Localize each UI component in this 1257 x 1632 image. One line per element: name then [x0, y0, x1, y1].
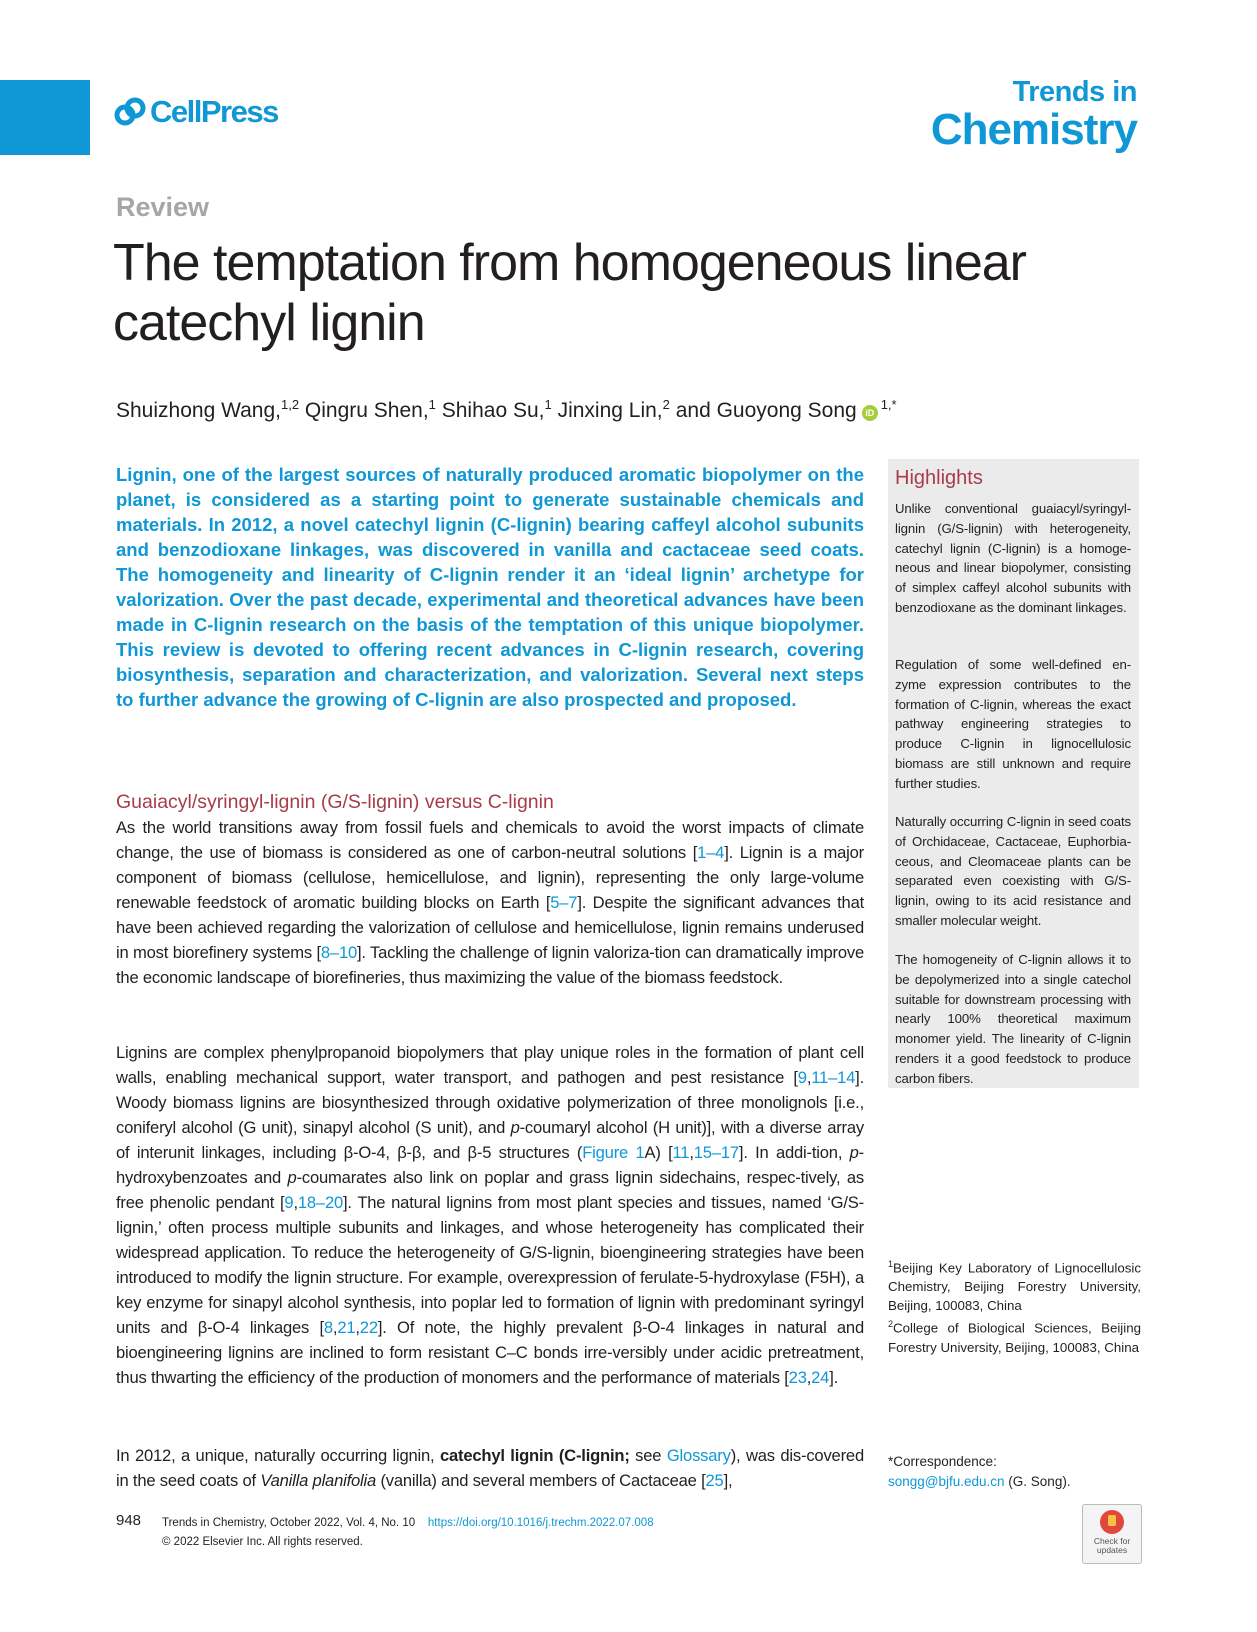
highlight-item: Unlike conventional guaiacyl/syringyl-lignin (G/S-lignin) with heterogeneity, catechyl lignin (C-lignin) is a homoge-neous and linear biopolymer, consisting of simplex caffeyl alcohol subunits with benzodioxane as the dominant linkages. — [895, 501, 1131, 615]
text: (vanilla) and several members of Cactaceae [ — [376, 1471, 706, 1490]
text: , — [689, 1143, 694, 1162]
reference-link[interactable]: 18–20 — [297, 1193, 344, 1212]
author-affil: 1,2 — [281, 397, 300, 412]
article-title: The temptation from homogeneous linear catechyl lignin — [113, 234, 1026, 352]
brand-color-block — [0, 80, 90, 155]
glossary-term: catechyl lignin (C-lignin; — [439, 1446, 630, 1465]
reference-link[interactable]: 23 — [788, 1368, 807, 1387]
citation-text: Trends in Chemistry, October 2022, Vol. 4, No. 10 — [162, 1517, 416, 1529]
italic-text: p — [510, 1118, 520, 1137]
author-name: Jinxing Lin, — [557, 399, 663, 422]
body-paragraph-2 — [116, 1040, 864, 1390]
reference-link[interactable]: 11–14 — [811, 1068, 856, 1087]
page-number: 948 — [116, 1512, 142, 1529]
text: ]. Lignin is a major component of biomass (cellulose, hemicellulose, and lignin), representing the only large-volume renewable feedstock of aromatic building blocks on Earth [ — [116, 843, 864, 912]
author-name: Shihao Su, — [441, 399, 545, 422]
section-heading: Guaiacyl/syringyl-lignin (G/S-lignin) versus C-lignin — [116, 791, 554, 813]
text: , — [806, 1368, 812, 1387]
text: In 2012, a unique, naturally occurring lignin, — [116, 1446, 440, 1465]
author-affil: 1,* — [880, 397, 897, 412]
figure-link[interactable]: Figure 1 — [582, 1143, 645, 1162]
orcid-icon[interactable]: iD — [862, 405, 878, 421]
reference-link[interactable]: 8–10 — [320, 943, 358, 962]
author-list — [116, 397, 897, 423]
text: , — [355, 1318, 360, 1337]
glossary-link[interactable]: Glossary — [666, 1446, 731, 1465]
journal-title-line1: Trends in — [1012, 76, 1137, 108]
text: -hydroxybenzoates and — [116, 1143, 864, 1187]
text: ]. The natural lignins from most plant species and tissues, named ‘G/S-lignin,’ often process multiple subunits and linkages, and whose heterogeneity has complicated their widespread application. To reduce the heterogeneity of G/S-lignin, bioengineering strategies have been introduced to modify the lignin structure. For example, overexpression of ferulate-5-hydroxylase (F5H), a key enzyme for sinapyl alcohol synthesis, into poplar led to formation of lignin with predominant syringyl units and β-O-4 linkages [ — [116, 1193, 864, 1337]
text: -coumaryl alcohol (H unit)], with a diverse array of interunit linkages, including β-O-4, β-β, and β-5 structures ( — [116, 1118, 864, 1162]
highlight-item: Regulation of some well-defined en-zyme expression contributes to the formation of C-lignin, whereas the exact pathway engineering strategies to produce C-lignin in lignocellulosic biomass are still unknown and require further studies. — [895, 657, 1131, 791]
affiliations — [888, 1255, 1141, 1357]
correspondence-email-link[interactable]: songg@bjfu.edu.cn — [888, 1474, 1005, 1489]
affil-marker: 2 — [888, 1319, 894, 1330]
body-paragraph-3 — [116, 1443, 864, 1493]
reference-link[interactable]: 8 — [323, 1318, 333, 1337]
text: see — [629, 1446, 667, 1465]
author-affil: 2 — [662, 397, 670, 412]
publisher-name: CellPress — [150, 94, 278, 129]
reference-link[interactable]: 24 — [811, 1368, 830, 1387]
text: , — [332, 1318, 338, 1337]
affil-marker: 1 — [888, 1259, 894, 1269]
text: As the world transitions away from fossil fuels and chemicals to avoid the worst impacts of climate change, the use of biomass is considered as one of carbon-neutral solutions [ — [116, 818, 864, 862]
reference-link[interactable]: 1–4 — [697, 843, 725, 862]
highlight-item: The homogeneity of C-lignin allows it to be depolymerized into a single catechol suitable for downstream processing with nearly 100% theoretical maximum monomer yield. The linearity of C-lignin renders it a good feedstock to produce carbon fibers. — [895, 952, 1131, 1086]
abstract: Lignin, one of the largest sources of naturally produced aromatic biopolymer on the planet, is considered as a starting point to generate sustainable chemicals and materials. In 2012, a novel catechyl lignin (C-lignin) bearing caffeyl alcohol subunits and benzodioxane linkages, was discovered in vanilla and cactaceae seed coats. The homogeneity and linearity of C-lignin render it an ‘ideal lignin’ archetype for valorization. Over the past decade, experimental and theoretical advances have been made in C-lignin research on the basis of the temptation of this unique biopolymer. This review is devoted to offering recent advances in C-lignin research, covering biosynthesis, separation and characterization, and valorization. Several next steps to further advance the growing of C-lignin are also prospected and proposed. — [116, 464, 864, 710]
check-updates-line2: updates — [1096, 1545, 1128, 1555]
author-name: and Guoyong Song — [675, 399, 857, 422]
highlights-title: Highlights — [895, 467, 983, 489]
body-paragraph-1 — [116, 815, 864, 990]
bookmark-icon — [1100, 1510, 1124, 1534]
reference-link[interactable]: 22 — [359, 1318, 378, 1337]
author-name: Qingru Shen, — [304, 399, 429, 422]
author-affil: 1 — [544, 397, 552, 412]
author-affil: 1 — [428, 397, 436, 412]
reference-link[interactable]: 15–17 — [693, 1143, 739, 1162]
text: ]. In addi-tion, — [738, 1143, 850, 1162]
reference-link[interactable]: 9 — [284, 1193, 294, 1212]
doi-link[interactable]: https://doi.org/10.1016/j.trechm.2022.07.008 — [427, 1517, 654, 1529]
text: ]. — [829, 1368, 839, 1387]
text: , — [293, 1193, 298, 1212]
cellpress-link-icon — [113, 97, 147, 127]
affiliation-text: College of Biological Sciences, Beijing Forestry University, Beijing, 100083, China — [888, 1320, 1141, 1355]
text: A) [ — [644, 1143, 673, 1162]
italic-text: p — [287, 1168, 297, 1187]
text: ]. Tackling the challenge of lignin valoriza-tion can dramatically improve the economic landscape of biorefineries, thus maximizing the value of the biomass feedstock. — [116, 943, 865, 987]
journal-title-line2: Chemistry — [930, 105, 1137, 154]
correspondence — [888, 1452, 1071, 1492]
highlights-box — [888, 459, 1139, 1088]
text: ]. Woody biomass lignins are biosynthesized through oxidative polymerization of three monolignols [i.e., coniferyl alcohol (G unit), sinapyl alcohol (S unit), and — [116, 1068, 864, 1137]
cellpress-logo[interactable] — [113, 94, 278, 130]
highlight-item: Naturally occurring C-lignin in seed coats of Orchidaceae, Cactaceae, Euphorbia-ceous, and Cleomaceae plants can be separated even coexisting with G/S-lignin, owing to its acid resistance and smaller molecular weight. — [895, 814, 1131, 928]
correspondence-name: (G. Song). — [1004, 1474, 1071, 1489]
copyright: © 2022 Elsevier Inc. All rights reserved. — [162, 1536, 363, 1548]
text: , — [806, 1068, 812, 1087]
reference-link[interactable]: 11 — [672, 1143, 690, 1162]
reference-link[interactable]: 25 — [705, 1471, 724, 1490]
reference-link[interactable]: 21 — [337, 1318, 356, 1337]
check-for-updates-button[interactable] — [1082, 1504, 1142, 1564]
text: ]. Despite the significant advances that have been achieved regarding the valorization of cellulose and hemicellulose, lignin remains underused in most biorefinery systems [ — [116, 893, 865, 962]
italic-text: p — [849, 1143, 859, 1162]
check-updates-line1: Check for — [1093, 1536, 1131, 1546]
text: ], — [723, 1471, 733, 1490]
italic-text: Vanilla planifolia — [260, 1471, 377, 1490]
text: Lignins are complex phenylpropanoid biopolymers that play unique roles in the formation of plant cell walls, enabling mechanical support, water transport, and pathogen and pest resistance [ — [116, 1043, 864, 1087]
reference-link[interactable]: 5–7 — [550, 893, 578, 912]
journal-title — [931, 77, 1137, 153]
text: ), was dis-covered in the seed coats of — [116, 1446, 864, 1490]
author-name: Shuizhong Wang, — [116, 399, 281, 422]
text: -coumarates also link on poplar and grass lignin sidechains, respec-tively, as free phenolic pendant [ — [116, 1168, 864, 1212]
affiliation-text: Beijing Key Laboratory of Lignocellulosic Chemistry, Beijing Forestry University, Beijing, 100083, China — [888, 1260, 1141, 1314]
footer-citation — [162, 1514, 654, 1552]
reference-link[interactable]: 9 — [797, 1068, 807, 1087]
article-type: Review — [116, 192, 210, 222]
text: ]. Of note, the highly prevalent β-O-4 linkages in natural and bioengineering lignins are inclined to form resistant C–C bonds irre-versibly under acidic pretreatment, thus thwarting the efficiency of the production of monomers and the performance of materials [ — [116, 1318, 864, 1387]
correspondence-label: *Correspondence: — [888, 1454, 997, 1469]
